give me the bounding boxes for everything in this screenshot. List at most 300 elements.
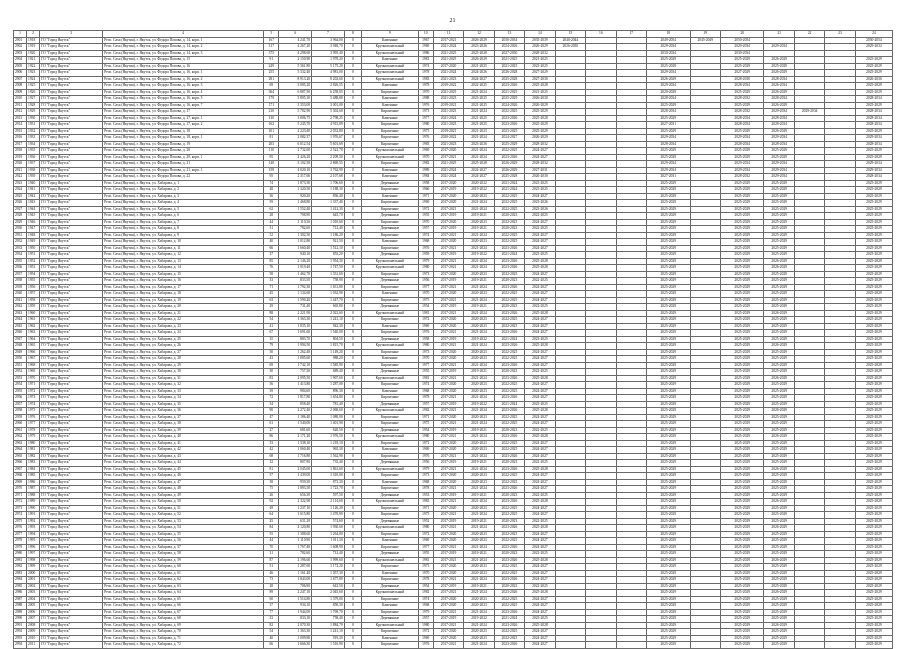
table-cell: 656,30 <box>279 492 312 499</box>
table-cell: 2021-2025 <box>433 50 463 57</box>
table-cell: 2020-2023 <box>464 219 494 226</box>
table-cell: 2021-2025 <box>525 89 555 96</box>
table-cell: 2024-2027 <box>525 564 555 571</box>
table-cell: Каменные <box>362 323 419 330</box>
table-cell: 2967 <box>14 466 27 473</box>
table-cell: 2991 <box>14 622 27 629</box>
table-cell: 2017-2020 <box>433 356 463 363</box>
table-cell: 1976 <box>27 414 40 421</box>
table-cell: 2025-2029 <box>855 531 892 538</box>
table-cell: 2017-2021 <box>433 525 463 532</box>
table-cell: 0 <box>344 141 361 148</box>
table-cell: 2025-2029 <box>720 252 764 259</box>
table-cell: 2025-2029 <box>720 343 764 350</box>
table-cell: 2017-2020 <box>433 317 463 324</box>
table-cell: 804,50 <box>312 336 345 343</box>
table-cell: 1988 <box>418 96 433 103</box>
table-cell: ГО "Город Якутск" <box>40 174 103 181</box>
table-cell: 90 <box>264 408 279 415</box>
table-cell: 2025-2029 <box>720 89 764 96</box>
table-cell: 2025-2029 <box>647 356 691 363</box>
table-cell: 2025-2029 <box>647 154 691 161</box>
table-cell: 4 915,09 <box>312 122 345 129</box>
table-cell: 2020-2023 <box>464 382 494 389</box>
table-cell: 8 913,20 <box>279 76 312 83</box>
table-cell: ГО "Город Якутск" <box>40 564 103 571</box>
table-cell: 2024-2027 <box>525 154 555 161</box>
table-cell: 1968 <box>27 362 40 369</box>
table-cell: 1955 <box>27 278 40 285</box>
table-cell: Деревянные <box>362 278 419 285</box>
table-cell: 2017-2020 <box>433 596 463 603</box>
table-cell: 0 <box>344 603 361 610</box>
table-cell: 2017-2019 <box>433 551 463 558</box>
table-cell: 2028-2032 <box>525 141 555 148</box>
table-cell: ГО "Город Якутск" <box>40 265 103 272</box>
table-cell: 2025-2029 <box>720 622 764 629</box>
table-cell: 2017-2020 <box>433 603 463 610</box>
table-cell: 2025-2029 <box>855 89 892 96</box>
table-cell: 2020-2023 <box>464 479 494 486</box>
table-cell: 2021-2023 <box>433 122 463 129</box>
table-cell: 2024-2027 <box>525 193 555 200</box>
table-cell: Каменные <box>362 388 419 395</box>
table-cell: 1986 <box>418 50 433 57</box>
table-cell: 0 <box>344 148 361 155</box>
table-cell: 2024-2027 <box>525 382 555 389</box>
table-cell: Крупнопанельный <box>362 434 419 441</box>
table-cell: 2025-2029 <box>855 206 892 213</box>
table-cell: 1942 <box>27 193 40 200</box>
table-cell: Респ. Саха (Якутия), г. Якутск, ул. Хабарова, д. 52 <box>103 512 264 519</box>
table-cell: 1 976,67 <box>312 135 345 142</box>
table-cell: 1 060,40 <box>279 447 312 454</box>
table-cell: 2025-2029 <box>647 635 691 642</box>
table-cell: 1 057,30 <box>312 570 345 577</box>
table-cell: 2025-2029 <box>855 375 892 382</box>
table-cell: Кирпичные <box>362 577 419 584</box>
table-cell: 712,40 <box>312 226 345 233</box>
table-cell <box>586 642 616 649</box>
table-cell: 2919 <box>14 154 27 161</box>
table-cell: 2007 <box>27 616 40 623</box>
table-cell: 2023-2026 <box>494 499 524 506</box>
table-cell: 2025-2029 <box>764 200 794 207</box>
table-cell: 2935 <box>14 258 27 265</box>
table-cell: 2025-2029 <box>720 609 764 616</box>
table-cell: 2974 <box>14 512 27 519</box>
table-cell <box>616 642 646 649</box>
table-cell: Респ. Саха (Якутия), г. Якутск, ул. Хабарова, д. 61 <box>103 570 264 577</box>
table-cell: 2021-2024 <box>464 109 494 116</box>
table-cell: 2025-2029 <box>720 382 764 389</box>
table-cell: 2025-2029 <box>720 304 764 311</box>
table-cell: 2984 <box>14 577 27 584</box>
table-cell: 965,30 <box>312 447 345 454</box>
table-cell: 2017-2021 <box>433 577 463 584</box>
table-cell: Респ. Саха (Якутия), г. Якутск, ул. Федора Попова, д. 21, корп. 1 <box>103 167 264 174</box>
table-cell: 2017-2021 <box>433 642 463 649</box>
table-cell: 2017-2019 <box>433 278 463 285</box>
table-cell: 2977 <box>14 531 27 538</box>
table-cell: Крупнопанельный <box>362 499 419 506</box>
table-cell: 2025-2029 <box>764 421 794 428</box>
table-cell: ГО "Город Якутск" <box>40 291 103 298</box>
table-cell: 2025-2028 <box>525 83 555 90</box>
table-cell: 2023-2026 <box>494 544 524 551</box>
table-cell: 2025-2029 <box>720 317 764 324</box>
table-cell: 2025-2029 <box>855 323 892 330</box>
table-cell: 2017-2021 <box>433 232 463 239</box>
table-cell: Респ. Саха (Якутия), г. Якутск, ул. Хабарова, д. 58 <box>103 551 264 558</box>
table-cell: 2017-2020 <box>433 388 463 395</box>
table-cell: 2025-2029 <box>494 96 524 103</box>
table-cell: 2021-2024 <box>464 544 494 551</box>
table-cell: Деревянные <box>362 304 419 311</box>
table-cell: 2025-2029 <box>720 629 764 636</box>
table-cell: 2 522,78 <box>312 148 345 155</box>
table-cell: Кирпичные <box>362 382 419 389</box>
table-cell: 2023-2026 <box>464 141 494 148</box>
table-cell: Респ. Саха (Якутия), г. Якутск, ул. Федора Попова, д. 14, корп. 2 <box>103 44 264 51</box>
table-cell: 2025-2029 <box>647 531 691 538</box>
table-cell: Кирпичные <box>362 271 419 278</box>
table-cell: 2025-2028 <box>525 557 555 564</box>
table-cell: 1980 <box>418 434 433 441</box>
table-cell: 0 <box>344 57 361 64</box>
table-cell: Респ. Саха (Якутия), г. Якутск, ул. Хабарова, д. 3 <box>103 193 264 200</box>
table-cell: 1 994,50 <box>279 343 312 350</box>
table-cell: 2002 <box>27 583 40 590</box>
table-cell: 2022-2025 <box>525 460 555 467</box>
table-cell: 2024-2027 <box>525 577 555 584</box>
table-cell: 5 895,10 <box>279 96 312 103</box>
table-cell: 2027-2031 <box>647 122 691 129</box>
table-cell: 2025-2028 <box>494 174 524 181</box>
table-cell: 782,60 <box>279 226 312 233</box>
table-cell: Деревянные <box>362 616 419 623</box>
table-cell: Кирпичные <box>362 414 419 421</box>
table-cell: 2955 <box>14 388 27 395</box>
table-cell: 2023-2026 <box>494 154 524 161</box>
table-cell: 2025-2029 <box>647 239 691 246</box>
table-cell: 2025-2029 <box>855 401 892 408</box>
table-cell: 1988 <box>27 492 40 499</box>
table-cell: 1973 <box>418 109 433 116</box>
table-cell: ГО "Город Якутск" <box>40 83 103 90</box>
table-cell: 2024-2027 <box>525 362 555 369</box>
table-cell: 2022-2025 <box>494 505 524 512</box>
table-cell: 30 <box>264 369 279 376</box>
table-cell: 1978 <box>27 427 40 434</box>
table-cell: 1980 <box>27 440 40 447</box>
table-cell: 0 <box>344 362 361 369</box>
column-number-header: 8 <box>344 31 361 38</box>
table-cell: Респ. Саха (Якутия), г. Якутск, ул. Хабарова, д. 70 <box>103 629 264 636</box>
table-cell: Кирпичные <box>362 141 419 148</box>
table-cell: Респ. Саха (Якутия), г. Якутск, ул. Хабарова, д. 47 <box>103 479 264 486</box>
table-cell: 2025-2029 <box>647 570 691 577</box>
table-cell: 2023-2025 <box>464 96 494 103</box>
table-cell: 2921 <box>14 167 27 174</box>
table-cell: 2025-2029 <box>764 154 794 161</box>
table-cell: 1978 <box>418 577 433 584</box>
table-cell: 2025-2029 <box>720 531 764 538</box>
table-cell: 2025-2029 <box>647 200 691 207</box>
table-cell: 2025-2028 <box>525 466 555 473</box>
table-cell: 2026-2029 <box>764 265 794 272</box>
table-cell: 2024-2027 <box>525 239 555 246</box>
table-cell: 2025-2028 <box>525 258 555 265</box>
table-cell: 32 <box>264 460 279 467</box>
table-cell: 1970 <box>418 219 433 226</box>
table-cell: 2025-2029 <box>855 479 892 486</box>
table-cell: 665,80 <box>312 304 345 311</box>
table-cell: 2022-2025 <box>494 447 524 454</box>
table-cell: 2021-2024 <box>464 330 494 337</box>
table-cell: Крупнопанельный <box>362 70 419 77</box>
table-cell: 1957 <box>418 226 433 233</box>
table-cell: 1 767,40 <box>279 544 312 551</box>
table-cell: 2017-2019 <box>433 460 463 467</box>
table-cell: 2025-2029 <box>647 291 691 298</box>
table-cell: 2025-2029 <box>855 148 892 155</box>
table-cell: 2025-2029 <box>855 245 892 252</box>
table-cell: 0 <box>344 349 361 356</box>
table-cell: 0 <box>344 570 361 577</box>
table-cell: 46 <box>264 570 279 577</box>
table-cell: Респ. Саха (Якутия), г. Якутск, ул. Федора Попова, д. 17 <box>103 109 264 116</box>
table-cell: 2025-2029 <box>764 544 794 551</box>
table-cell: 1975 <box>418 512 433 519</box>
table-cell: 2025-2029 <box>764 609 794 616</box>
table-cell: 2017-2020 <box>433 629 463 636</box>
table-cell: 1935 <box>27 148 40 155</box>
table-cell: 2017-2020 <box>433 200 463 207</box>
table-cell: ГО "Город Якутск" <box>40 642 103 649</box>
table-cell: 2 045,00 <box>279 466 312 473</box>
table-cell: 2985 <box>14 583 27 590</box>
table-cell: 1975 <box>418 128 433 135</box>
table-cell: 1972 <box>418 629 433 636</box>
table-cell: 2028-2034 <box>855 122 892 129</box>
table-cell: 2022-2025 <box>494 356 524 363</box>
table-cell: Кирпичные <box>362 544 419 551</box>
table-cell: 38 <box>264 479 279 486</box>
table-cell: ГО "Город Якутск" <box>40 557 103 564</box>
table-cell: Респ. Саха (Якутия), г. Якутск, ул. Хабарова, д. 41 <box>103 440 264 447</box>
table-cell: 162 <box>264 122 279 129</box>
table-cell: 76 <box>264 265 279 272</box>
table-cell: 2024-2027 <box>525 479 555 486</box>
table-cell: 2006 <box>27 609 40 616</box>
table-cell: Респ. Саха (Якутия), г. Якутск, ул. Хабарова, д. 21 <box>103 310 264 317</box>
table-cell: 1 439,00 <box>279 473 312 480</box>
table-cell: 1918 <box>27 37 40 44</box>
table-cell: Респ. Саха (Якутия), г. Якутск, ул. Хабарова, д. 24 <box>103 330 264 337</box>
table-cell: Респ. Саха (Якутия), г. Якутск, ул. Хабарова, д. 19 <box>103 297 264 304</box>
table-cell: ГО "Город Якутск" <box>40 388 103 395</box>
table-cell: 2923 <box>14 180 27 187</box>
table-cell: 2024-2026 <box>464 70 494 77</box>
table-cell: 2025-2029 <box>720 616 764 623</box>
table-cell: 2939 <box>14 284 27 291</box>
table-cell: 82 <box>264 622 279 629</box>
table-cell: 91 <box>264 57 279 64</box>
table-cell: 92 <box>264 499 279 506</box>
table-cell: 2022-2025 <box>494 421 524 428</box>
table-cell: 1970 <box>418 570 433 577</box>
table-cell: 2025-2029 <box>525 122 555 129</box>
table-cell: 2026-2029 <box>764 310 794 317</box>
table-cell: 2025-2029 <box>764 180 794 187</box>
table-cell: 1932 <box>27 128 40 135</box>
table-cell: 1976 <box>418 245 433 252</box>
table-cell: 2025-2029 <box>764 304 794 311</box>
table-cell: 1 237,10 <box>279 505 312 512</box>
table-cell: 2025-2029 <box>720 128 764 135</box>
column-number-header: 4 <box>103 31 264 38</box>
table-cell: 61 <box>264 421 279 428</box>
table-cell: 0 <box>344 512 361 519</box>
table-cell: 2966 <box>14 460 27 467</box>
table-cell: 2025-2029 <box>764 323 794 330</box>
table-cell: 2025-2029 <box>647 148 691 155</box>
table-cell: 1976 <box>418 135 433 142</box>
table-cell: 36 <box>264 193 279 200</box>
table-cell: 2940 <box>14 291 27 298</box>
table-cell: 2017-2021 <box>433 421 463 428</box>
table-cell: 1980 <box>418 622 433 629</box>
table-cell: 2971 <box>14 492 27 499</box>
table-cell: 1982 <box>418 590 433 597</box>
table-cell: 833,10 <box>279 616 312 623</box>
table-cell: 2 032,80 <box>312 128 345 135</box>
table-cell: 2017-2019 <box>433 583 463 590</box>
table-cell: Кирпичные <box>362 421 419 428</box>
table-cell: 919,30 <box>312 635 345 642</box>
table-cell: 2022-2025 <box>525 369 555 376</box>
table-cell: 1 110,30 <box>279 219 312 226</box>
table-cell: ГО "Город Якутск" <box>40 89 103 96</box>
table-cell: 1940 <box>27 180 40 187</box>
table-cell: Респ. Саха (Якутия), г. Якутск, ул. Федора Попова, д. 15 <box>103 57 264 64</box>
table-cell: 2017-2020 <box>433 635 463 642</box>
table-cell: ГО "Город Якутск" <box>40 486 103 493</box>
table-cell: 2020-2023 <box>494 492 524 499</box>
table-cell: 2021-2024 <box>433 44 463 51</box>
table-cell: 2025-2029 <box>720 369 764 376</box>
table-cell: 0 <box>344 219 361 226</box>
table-cell: 2025-2029 <box>855 284 892 291</box>
table-cell: 2028-2034 <box>720 83 764 90</box>
table-cell: Респ. Саха (Якутия), г. Якутск, ул. Хабарова, д. 63 <box>103 583 264 590</box>
table-cell: 620,50 <box>312 427 345 434</box>
table-cell: ГО "Город Якутск" <box>40 538 103 545</box>
table-cell: 2943 <box>14 310 27 317</box>
table-cell: 2021-2024 <box>464 297 494 304</box>
column-number-header: 11 <box>433 31 463 38</box>
table-cell: 2025-2029 <box>647 596 691 603</box>
table-cell: 57 <box>264 473 279 480</box>
table-cell: 1919 <box>27 44 40 51</box>
table-cell: 2025-2029 <box>855 317 892 324</box>
table-cell: Каменные <box>362 115 419 122</box>
table-cell: 2025-2029 <box>647 226 691 233</box>
table-cell: Респ. Саха (Якутия), г. Якутск, ул. Хабарова, д. 66 <box>103 603 264 610</box>
table-cell: Респ. Саха (Якутия), г. Якутск, ул. Федора Попова, д. 17, корп. 2 <box>103 122 264 129</box>
table-cell: Респ. Саха (Якутия), г. Якутск, ул. Федора Попова, д. 16, корп. 4 <box>103 89 264 96</box>
table-cell: 1975 <box>418 297 433 304</box>
table-cell: Респ. Саха (Якутия), г. Якутск, ул. Федора Попова, д. 16, корп. 2 <box>103 76 264 83</box>
table-cell: 1927 <box>27 96 40 103</box>
table-cell: 2924 <box>14 187 27 194</box>
table-cell: 2029-2034 <box>855 44 892 51</box>
table-cell: 1 134,60 <box>279 291 312 298</box>
table-cell: 2019-2021 <box>433 102 463 109</box>
table-cell: 28 <box>264 583 279 590</box>
table-cell: 2026-2029 <box>647 76 691 83</box>
table-cell: 6 012,54 <box>279 141 312 148</box>
table-cell: 2017-2021 <box>433 609 463 616</box>
table-cell: 2029-2034 <box>764 167 794 174</box>
table-cell: 1999 <box>27 564 40 571</box>
table-cell: 2025-2029 <box>855 258 892 265</box>
table-cell: 2017-2021 <box>433 544 463 551</box>
table-cell: 2028-2032 <box>720 109 764 116</box>
table-cell: 2017-2020 <box>433 447 463 454</box>
table-cell: 2050-2054 <box>720 37 764 44</box>
table-cell: 2025-2028 <box>525 375 555 382</box>
table-cell: 2024-2027 <box>525 414 555 421</box>
table-cell: 0 <box>344 577 361 584</box>
table-cell: 1994 <box>27 531 40 538</box>
table-cell: Респ. Саха (Якутия), г. Якутск, ул. Хабарова, д. 44 <box>103 460 264 467</box>
table-cell: Каменные <box>362 291 419 298</box>
table-cell: 689,40 <box>312 369 345 376</box>
table-cell: Респ. Саха (Якутия), г. Якутск, ул. Хабарова, д. 30 <box>103 369 264 376</box>
table-cell: 2017-2019 <box>433 492 463 499</box>
table-cell: 66 <box>264 642 279 649</box>
table-cell: 1929 <box>27 109 40 116</box>
column-number-header: 24 <box>855 31 892 38</box>
column-number-header: 23 <box>825 31 855 38</box>
table-cell: 0 <box>344 635 361 642</box>
table-cell: 1973 <box>418 271 433 278</box>
table-cell: Кирпичные <box>362 128 419 135</box>
table-cell: 2017-2021 <box>433 375 463 382</box>
table-cell: 31 <box>264 551 279 558</box>
table-cell: 2022-2025 <box>494 414 524 421</box>
table-cell: 2022-2025 <box>494 531 524 538</box>
table-cell: 1967 <box>27 356 40 363</box>
table-cell: 158 <box>264 167 279 174</box>
table-cell: 2025-2029 <box>647 622 691 629</box>
table-cell: 2019-2021 <box>464 492 494 499</box>
table-cell: 2017-2021 <box>433 310 463 317</box>
table-cell: Респ. Саха (Якутия), г. Якутск, ул. Хабарова, д. 71 <box>103 635 264 642</box>
table-cell: 2025-2029 <box>720 557 764 564</box>
table-cell: 2025-2029 <box>720 551 764 558</box>
table-cell: 2017-2020 <box>433 219 463 226</box>
table-cell: Респ. Саха (Якутия), г. Якутск, ул. Федора Попова, д. 18, корп. 1 <box>103 135 264 142</box>
table-cell: 1941 <box>27 187 40 194</box>
table-cell: 2025-2029 <box>720 492 764 499</box>
table-cell: Деревянные <box>362 369 419 376</box>
table-cell: 0 <box>344 128 361 135</box>
table-cell: 2023-2026 <box>494 375 524 382</box>
table-cell: 833,50 <box>279 278 312 285</box>
